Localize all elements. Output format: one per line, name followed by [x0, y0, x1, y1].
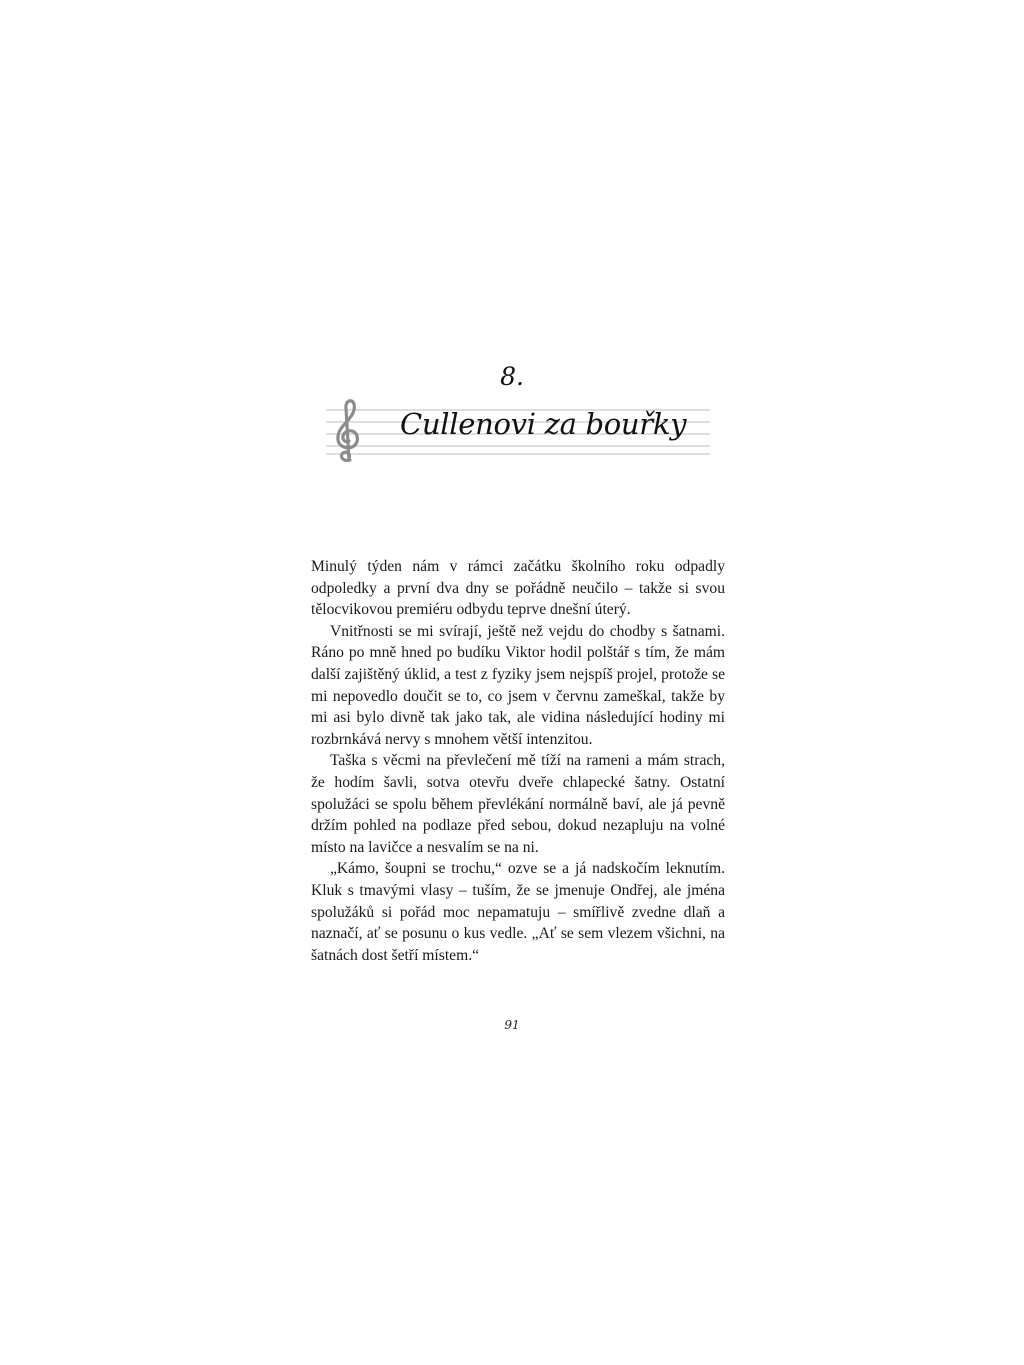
body-text — [311, 556, 725, 966]
paragraph: Taška s věcmi na převlečení mě tíží na rameni a mám strach, že hodím šavli, sotva otevřu dveře chlapecké šatny. Ostatní spolužáci se spolu během převlékání normálně baví, ale já pevně držím pohled na podlaze před sebou, dokud nezapluju na volné místo na lavičce a nesvalím se na ni. — [311, 752, 725, 856]
paragraph: „Kámo, šoupni se trochu,“ ozve se a já nadskočím leknutím. Kluk s tmavými vlasy – tuším, že se jmenuje Ondřej, ale jména spolužáků si pořád moc nepamatuju – smířlivě zvedne dlaň a naznačí, ať se posunu o kus vedle. „Ať se sem vlezem všichni, na šatnách dost šetří místem.“ — [311, 860, 725, 964]
chapter-number: 8. — [500, 362, 524, 391]
paragraph: Vnitřnosti se mi svírají, ještě než vejdu do chodby s šatnami. Ráno po mně hned po budíku Viktor hodil polštář s tím, že mám další zajištěný úklid, a test z fyziky jsem nejspíš projel, protože se mi nepovedlo doučit se to, co jsem v červnu zameškal, takže by mi asi bylo divně tak jako tak, ale vidina následující hodiny mi rozbrnkává nervy s mnohem větší intenzitou. — [311, 622, 725, 748]
paragraph: Minulý týden nám v rámci začátku školního roku odpadly odpoledky a první dva dny se pořádně neučilo – takže si svou tělocvikovou premiéru odbydu teprve dnešní úterý. — [311, 558, 725, 619]
page-number: 91 — [504, 1018, 520, 1032]
chapter-title: Cullenovi za bouřky — [400, 407, 687, 441]
